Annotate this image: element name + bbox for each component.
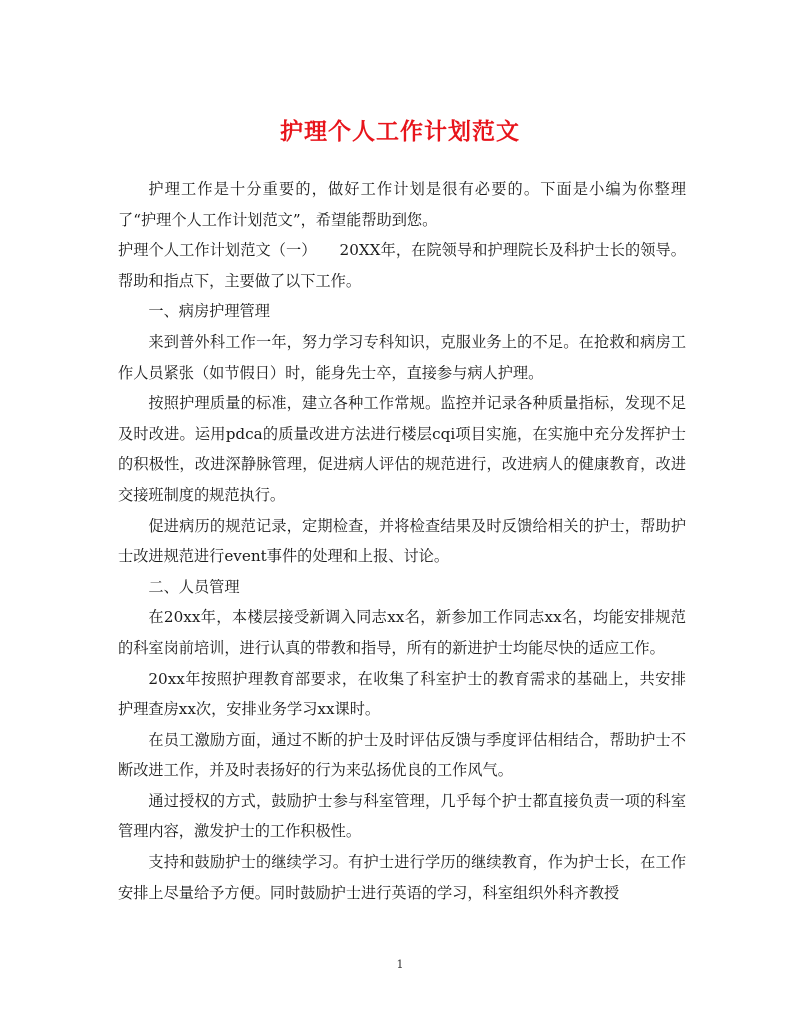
section-heading-ward-management: 一、病房护理管理 — [148, 302, 270, 321]
page-number: 1 — [396, 958, 404, 971]
paragraph-new-staff: 在20xx年，本楼层接受新调入同志xx名，新参加工作同志xx名，均能安排规范的科室岗前培训，进行认真的带教和指导，所有的新进护士均能尽快的适应工作。 — [118, 608, 686, 657]
paragraph-intro: 护理工作是十分重要的，做好工作计划是很有必要的。下面是小编为你整理了“护理个人工作计划范文”，希望能帮助到您。 — [118, 180, 686, 229]
paragraph-continuing-education: 支持和鼓励护士的继续学习。有护士进行学历的继续教育，作为护士长，在工作安排上尽量给予方便。同时鼓励护士进行英语的学习，科室组织外科齐教授 — [118, 853, 686, 902]
paragraph-ward-work: 来到普外科工作一年，努力学习专科知识，克服业务上的不足。在抢救和病房工作人员紧张（如节假日）时，能身先士卒，直接参与病人护理。 — [118, 332, 686, 382]
paragraph-sample-heading: 护理个人工作计划范文（一） 20XX年，在院领导和护理院长及科护士长的领导。帮助和指点下，主要做了以下工作。 — [118, 241, 686, 290]
paragraph-education: 20xx年按照护理教育部要求，在收集了科室护士的教育需求的基础上，共安排护理查房xx次，安排业务学习xx课时。 — [118, 669, 686, 719]
paragraph-medical-records: 促进病历的规范记录，定期检查，并将检查结果及时反馈给相关的护士，帮助护士改进规范进行event事件的处理和上报、讨论。 — [118, 516, 686, 566]
paragraph-authorization: 通过授权的方式，鼓励护士参与科室管理，几乎每个护士都直接负责一项的科室管理内容，激发护士的工作积极性。 — [118, 791, 686, 841]
section-heading-staff-management: 二、人员管理 — [148, 577, 240, 596]
paragraph-quality-standards: 按照护理质量的标准，建立各种工作常规。监控并记录各种质量指标，发现不足及时改进。运用pdca的质量改进方法进行楼层cqi项目实施，在实施中充分发挥护士的积极性，改进深静脉管理，促进病人评估的规范进行，改进病人的健康教育，改进交接班制度的规范执行。 — [118, 394, 686, 504]
paragraph-incentives: 在员工激励方面，通过不断的护士及时评估反馈与季度评估相结合，帮助护士不断改进工作，并及时表扬好的行为来弘扬优良的工作风气。 — [118, 730, 686, 780]
document-title: 护理个人工作计划范文 — [280, 118, 520, 145]
document-body — [118, 174, 686, 908]
